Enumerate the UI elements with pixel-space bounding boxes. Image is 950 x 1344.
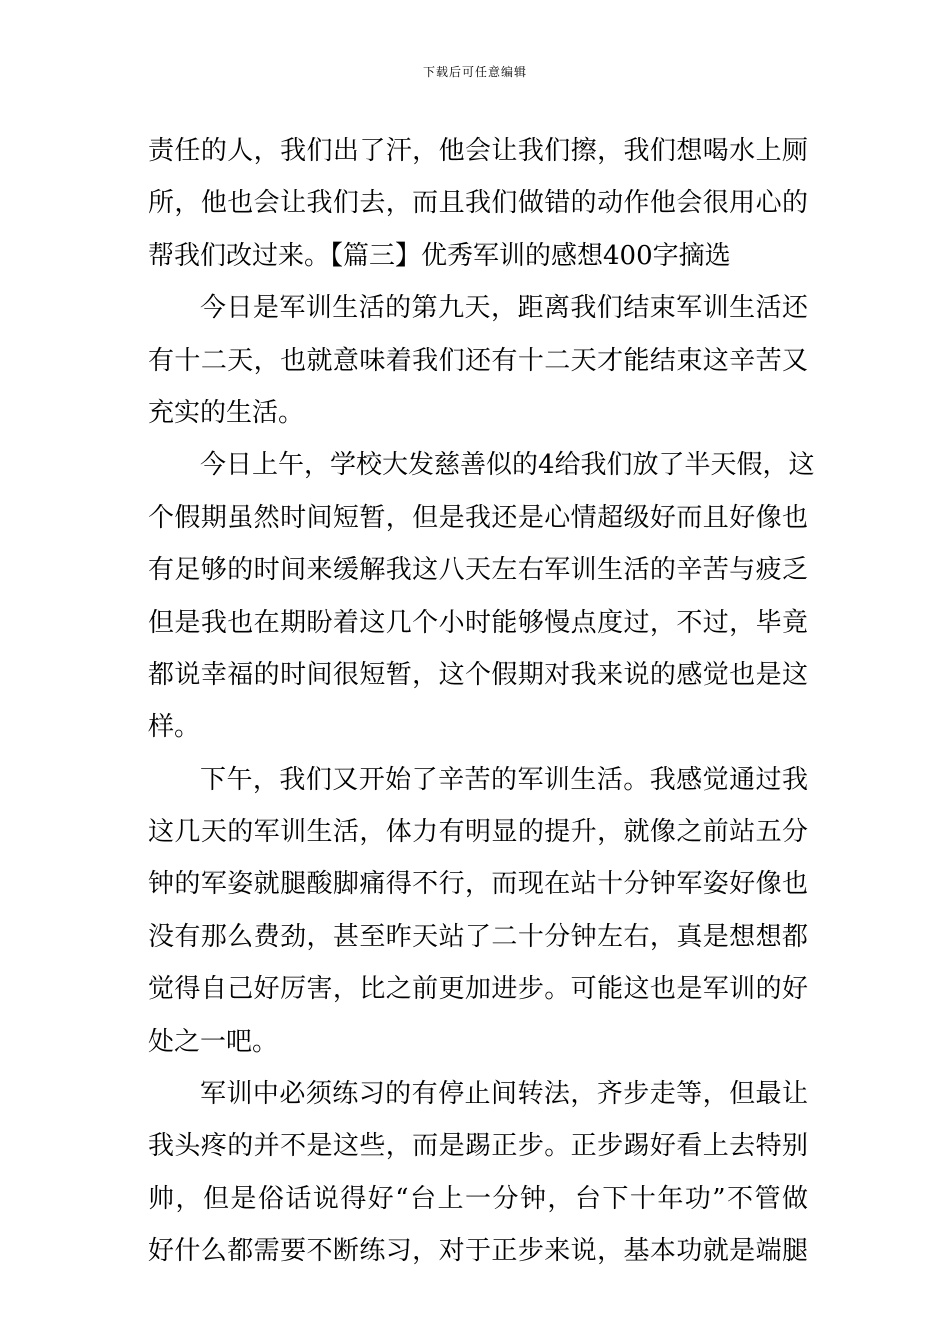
text-line: 下午，我们又开始了辛苦的军训生活。我感觉通过我 <box>200 764 808 795</box>
text-line: 都说幸福的时间很短暂，这个假期对我来说的感觉也是这 <box>148 659 808 690</box>
text-line: 有十二天，也就意味着我们还有十二天才能结束这辛苦又 <box>148 345 808 376</box>
text-line: 处之一吧。 <box>148 1026 279 1057</box>
text-line: 没有那么费劲，甚至昨天站了二十分钟左右，真是想想都 <box>148 921 808 952</box>
text-line: 钟的军姿就腿酸脚痛得不行，而现在站十分钟军姿好像也 <box>148 869 808 900</box>
page-header: 下载后可任意编辑 <box>422 65 527 79</box>
text-line: 好什么都需要不断练习，对于正步来说，基本功就是端腿 <box>148 1236 808 1267</box>
text-line: 个假期虽然时间短暂，但是我还是心情超级好而且好像也 <box>148 502 808 533</box>
text-line: 今日上午，学校大发慈善似的4给我们放了半天假，这 <box>200 450 815 481</box>
text-line: 样。 <box>148 712 201 743</box>
text-line: 有足够的时间来缓解我这八天左右军训生活的辛苦与疲乏 <box>148 555 808 586</box>
text-line: 我头疼的并不是这些，而是踢正步。正步踢好看上去特别 <box>148 1131 808 1162</box>
text-line: 帅，但是俗话说得好“台上一分钟，台下十年功”不管做 <box>148 1183 808 1214</box>
text-line: 觉得自己好厉害，比之前更加进步。可能这也是军训的好 <box>148 974 808 1005</box>
text-line: 但是我也在期盼着这几个小时能够慢点度过，不过，毕竟 <box>148 607 808 638</box>
text-line: 责任的人，我们出了汗，他会让我们擦，我们想喝水上厕 <box>148 136 808 166</box>
text-line: 充实的生活。 <box>148 397 305 428</box>
text-line: 军训中必须练习的有停止间转法，齐步走等，但最让 <box>200 1079 808 1110</box>
text-line: 今日是军训生活的第九天，距离我们结束军训生活还 <box>200 293 808 324</box>
text-line: 所，他也会让我们去，而且我们做错的动作他会很用心的 <box>148 188 808 219</box>
text-line: 这几天的军训生活，体力有明显的提升，就像之前站五分 <box>148 817 808 848</box>
text-line: 帮我们改过来。【篇三】优秀军训的感想400字摘选 <box>148 240 731 271</box>
document-body <box>148 125 815 1278</box>
